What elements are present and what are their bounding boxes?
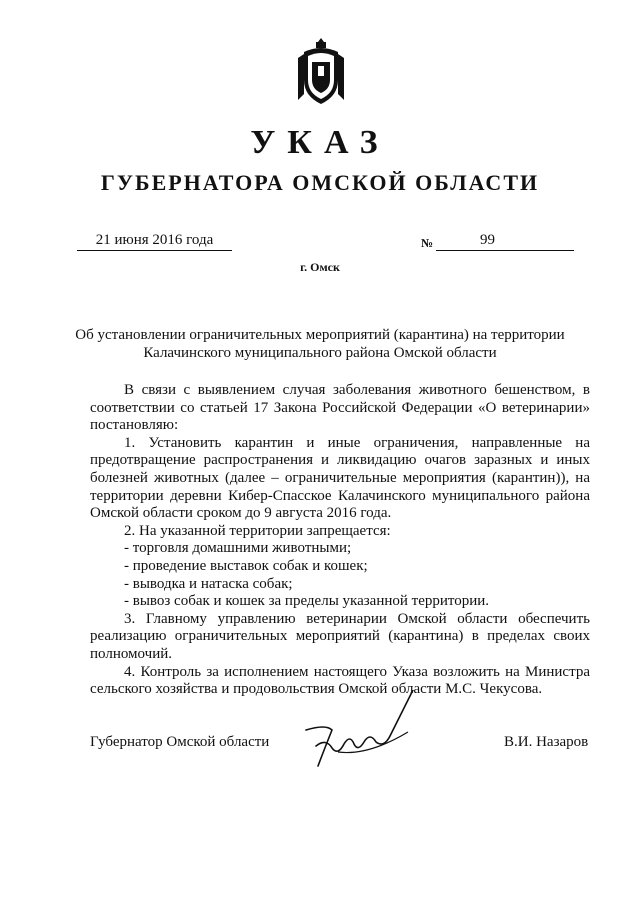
document-heading xyxy=(60,326,580,362)
coat-of-arms-emblem xyxy=(296,36,346,108)
list-item: - торговля домашними животными; xyxy=(124,540,352,557)
document-number-field xyxy=(436,232,574,251)
document-body xyxy=(90,382,590,699)
document-title: УКАЗ xyxy=(250,124,390,161)
document-date: 21 июня 2016 года xyxy=(77,232,232,251)
handwritten-signature xyxy=(286,690,446,780)
document-number: 99 xyxy=(480,232,495,248)
list-item: - вывоз собак и кошек за пределы указанной территории. xyxy=(124,593,490,610)
paragraph-item-1: 1. Установить карантин и иные ограничения, направленные на предотвращение распространения и ликвидацию очагов заразных и иных болезней животных (далее – ограничительные мероприятия (карантин)), на территории деревни Кибер-Спасское Калачинского муниципального района Омской области сроком до 9 августа 2016 года. xyxy=(90,434,590,522)
number-sign: № xyxy=(421,236,434,250)
heading-line-2: Калачинского муниципального района Омской области xyxy=(143,345,497,361)
paragraph-preamble: В связи с выявлением случая заболевания животного бешенством, в соответствии со статьей 17 Закона Российской Федерации «О ветеринарии» постановляю: xyxy=(90,382,590,434)
document-city: г. Омск xyxy=(300,260,340,274)
signatory-name: В.И. Назаров xyxy=(504,734,589,750)
heading-line-1: Об установлении ограничительных мероприятий (карантина) на территории xyxy=(75,327,565,343)
list-item: - выводка и натаска собак; xyxy=(124,575,293,592)
paragraph-item-4: 4. Контроль за исполнением настоящего Указа возложить на Министра сельского хозяйства и продовольствия Омской области М.С. Чекусова. xyxy=(90,663,590,698)
paragraph-item-3: 3. Главному управлению ветеринарии Омской области обеспечить реализацию ограничительных мероприятий (карантина) в пределах своих полномочий. xyxy=(90,610,590,662)
signatory-position: Губернатор Омской области xyxy=(90,734,270,750)
document-subtitle: ГУБЕРНАТОРА ОМСКОЙ ОБЛАСТИ xyxy=(100,170,540,195)
list-item: - проведение выставок собак и кошек; xyxy=(124,557,368,574)
paragraph-item-2: 2. На указанной территории запрещается: xyxy=(124,522,391,539)
